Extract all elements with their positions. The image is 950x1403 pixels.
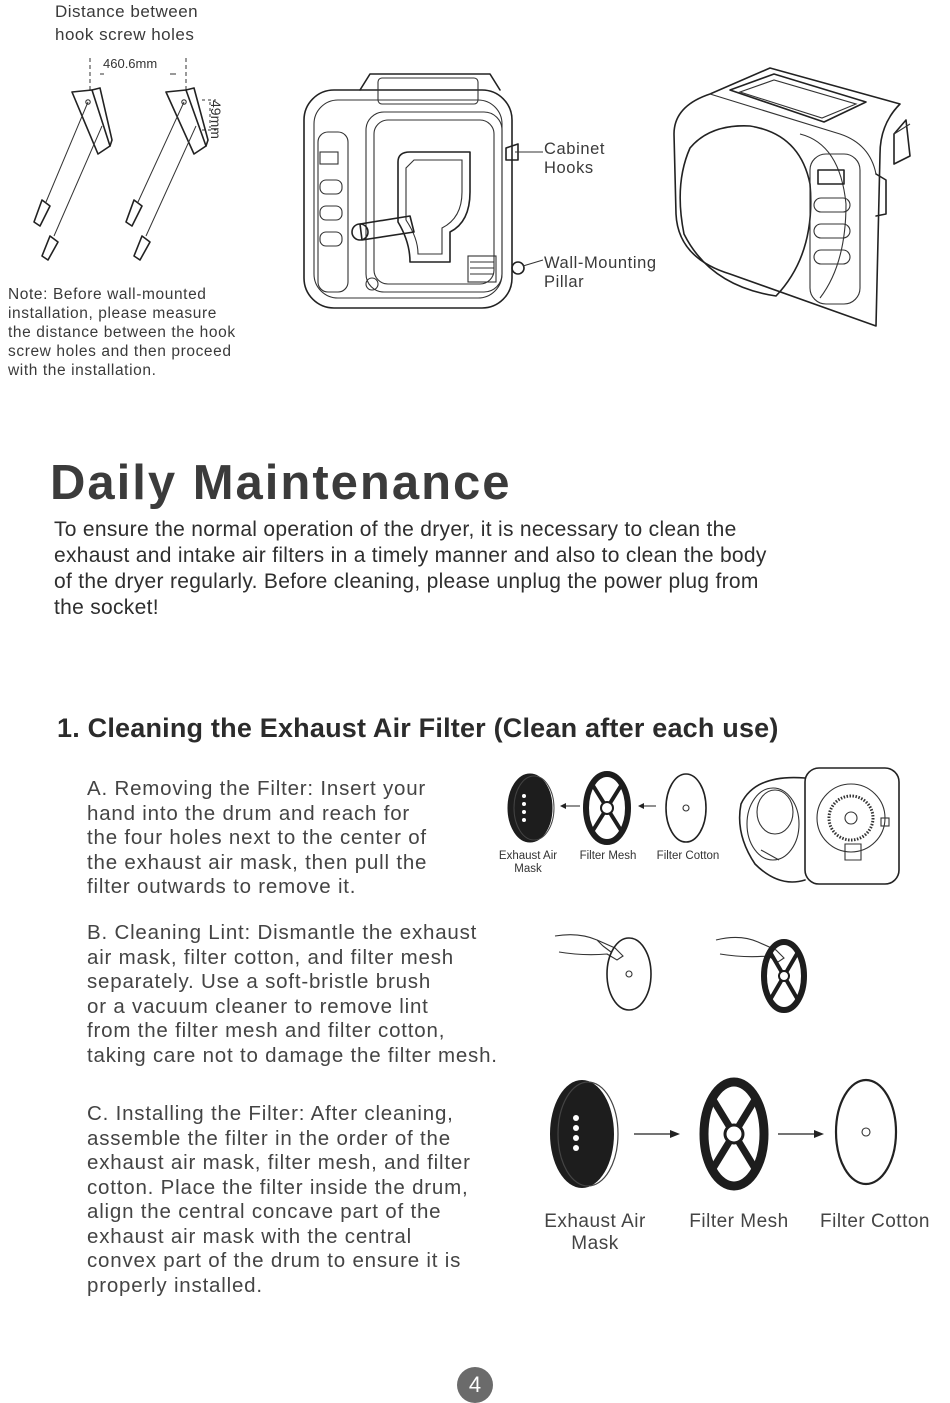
step-c-filter-assembly (548, 1074, 918, 1204)
distance-label: Distance between hook screw holes (55, 2, 199, 44)
step-a-caption-mask: Exhaust Air Mask (498, 850, 558, 875)
dryer-front-illustration (670, 64, 930, 334)
intro-paragraph: To ensure the normal operation of the dryer, it is necessary to clean the exhaust and intake air filters in a timely manner and also to clean the body of the dryer regularly. Before cleaning, please unplug the power plug from the socket! (54, 518, 767, 619)
step-a-caption-cotton: Filter Cotton (656, 850, 720, 862)
page-number-badge: 4 (457, 1367, 493, 1403)
brush-mesh-illustration (714, 926, 834, 1016)
installation-note: Note: Before wall-mounted installation, please measure the distance between the hook screw holes and then proceed with the installation. (8, 286, 236, 379)
page-title: Daily Maintenance (50, 456, 512, 510)
dimension-height-label: 49mm (208, 100, 224, 139)
step-a-filter-parts (500, 766, 740, 856)
brush-cotton-illustration (553, 926, 663, 1016)
wall-mounting-pillar-label: Wall-Mounting Pillar (544, 254, 657, 291)
step-c-caption-mask: Exhaust Air Mask (544, 1211, 646, 1254)
step-a-text: A. Removing the Filter: Insert your hand into the drum and reach for the four holes next to the center of the exhaust air mask, then pull the filter outwards to remove it. (87, 777, 428, 898)
step-c-text: C. Installing the Filter: After cleaning, assemble the filter in the order of the exhaust air mask, filter mesh, and filter cotton. Place the filter inside the drum, align the central concave part of the exhaust air mask with the central convex part of the drum to ensure it is properly installed. (87, 1102, 471, 1297)
dryer-back-illustration (300, 72, 530, 312)
step-a-caption-mesh: Filter Mesh (579, 850, 637, 862)
hook-screw-diagram (20, 50, 260, 270)
step-c-caption-mesh: Filter Mesh (689, 1211, 789, 1232)
dryer-open-door-illustration (735, 764, 905, 894)
cabinet-hooks-label: Cabinet Hooks (544, 140, 606, 177)
section-heading: 1. Cleaning the Exhaust Air Filter (Clean after each use) (57, 713, 779, 743)
step-b-text: B. Cleaning Lint: Dismantle the exhaust air mask, filter cotton, and filter mesh separately. Use a soft-bristle brush or a vacuum cleaner to remove lint from the filter mesh and filter cotton, taking care not to damage the filter mesh. (87, 921, 498, 1067)
dimension-width-label: 460.6mm (103, 56, 158, 71)
step-c-caption-cotton: Filter Cotton (820, 1211, 930, 1232)
